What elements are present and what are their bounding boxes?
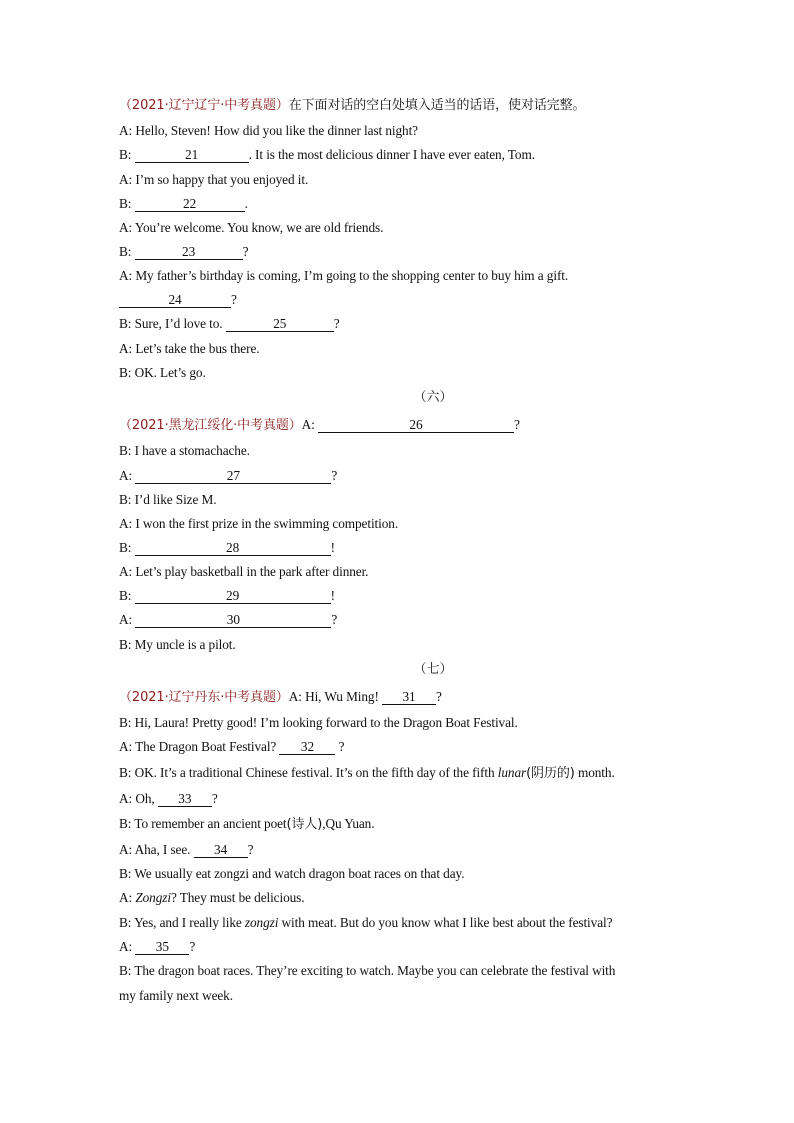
answer-blank[interactable]: 34 <box>194 842 248 858</box>
source-tag: （2021·辽宁辽宁·中考真题） <box>119 98 289 113</box>
dialogue-line: A: 30 ? <box>119 612 338 627</box>
answer-blank[interactable]: 31 <box>382 689 436 705</box>
dialogue-line: B: 21 . It is the most delicious dinner I have ever eaten, Tom. <box>119 147 535 162</box>
dialogue-line: （2021·黑龙江绥化·中考真题）A: 26 ? <box>119 417 520 433</box>
dialogue-line: A: Hello, Steven! How did you like the dinner last night? <box>119 123 418 138</box>
dialogue-line: my family next week. <box>119 988 233 1003</box>
dialogue-line: A: Zongzi? They must be delicious. <box>119 890 305 905</box>
answer-blank[interactable]: 33 <box>158 791 212 807</box>
instruction-text: 在下面对话的空白处填入适当的话语，使对话完整。 <box>288 98 586 113</box>
dialogue-line: A: Oh, 33 ? <box>119 791 218 806</box>
dialogue-line: A: 27 ? <box>119 468 338 483</box>
answer-blank[interactable]: 24 <box>119 292 231 308</box>
answer-blank[interactable]: 29 <box>135 588 331 604</box>
dialogue-line: B: 28 ! <box>119 540 335 555</box>
dialogue-line: A: I won the first prize in the swimming competition. <box>119 516 399 531</box>
dialogue-line: A: You’re welcome. You know, we are old friends. <box>119 220 384 235</box>
dialogue-line: B: Yes, and I really like zongzi with meat. But do you know what I like best about the festival? <box>119 915 613 930</box>
answer-blank[interactable]: 26 <box>318 417 514 433</box>
dialogue-line: B: My uncle is a pilot. <box>119 637 236 652</box>
section-heading: （六） <box>413 390 453 405</box>
dialogue-line: A: Let’s play basketball in the park after dinner. <box>119 564 369 579</box>
dialogue-line: A: The Dragon Boat Festival? 32 ? <box>119 739 345 754</box>
source-tag: （2021·辽宁丹东·中考真题） <box>119 690 289 705</box>
answer-blank[interactable]: 28 <box>135 540 331 556</box>
answer-blank[interactable]: 27 <box>135 468 331 484</box>
section-5-header <box>119 96 585 115</box>
answer-blank[interactable]: 22 <box>135 196 245 212</box>
answer-blank[interactable]: 32 <box>279 739 335 755</box>
dialogue-line: B: 29 ! <box>119 588 335 603</box>
dialogue-line: B: OK. Let’s go. <box>119 365 206 380</box>
answer-blank[interactable]: 21 <box>135 147 249 163</box>
section-heading: （七） <box>413 662 453 677</box>
dialogue-line: B: We usually eat zongzi and watch dragon boat races on that day. <box>119 866 465 881</box>
dialogue-line: A: Let’s take the bus there. <box>119 341 260 356</box>
answer-blank[interactable]: 23 <box>135 244 243 260</box>
dialogue-line: B: Hi, Laura! Pretty good! I’m looking forward to the Dragon Boat Festival. <box>119 715 518 730</box>
dialogue-line: A: My father’s birthday is coming, I’m going to the shopping center to buy him a gift. <box>119 268 569 283</box>
dialogue-line: B: 23 ? <box>119 244 249 259</box>
answer-blank[interactable]: 25 <box>226 316 334 332</box>
source-tag: （2021·黑龙江绥化·中考真题） <box>119 418 302 433</box>
dialogue-line: B: The dragon boat races. They’re exciting to watch. Maybe you can celebrate the festival with <box>119 963 616 978</box>
dialogue-line: A: I’m so happy that you enjoyed it. <box>119 172 309 187</box>
dialogue-line: B: Sure, I’d love to. 25 ? <box>119 316 340 331</box>
dialogue-line: B: I have a stomachache. <box>119 443 250 458</box>
dialogue-line: A: 35 ? <box>119 939 196 954</box>
dialogue-line: B: To remember an ancient poet(诗人),Qu Yuan. <box>119 816 375 832</box>
dialogue-line: B: I’d like Size M. <box>119 492 217 507</box>
dialogue-line: B: OK. It’s a traditional Chinese festival. It’s on the fifth day of the fifth lunar(阴历的) month. <box>119 765 615 781</box>
answer-blank[interactable]: 30 <box>135 612 331 628</box>
dialogue-line: A: Aha, I see. 34 ? <box>119 842 254 857</box>
dialogue-line: B: 22 . <box>119 196 248 211</box>
answer-blank[interactable]: 35 <box>135 939 189 955</box>
dialogue-line: （2021·辽宁丹东·中考真题）A: Hi, Wu Ming! 31 ? <box>119 689 442 705</box>
dialogue-line: 24 ? <box>119 291 237 309</box>
